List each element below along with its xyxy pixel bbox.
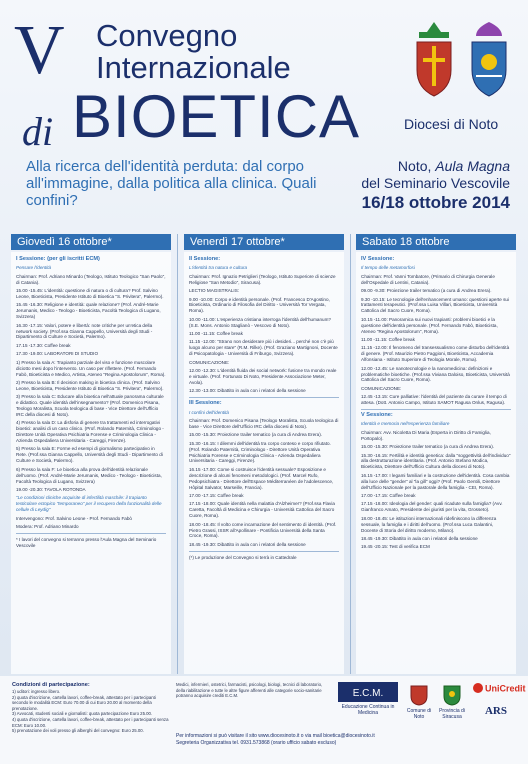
svg-text:E.C.M.: E.C.M. — [352, 688, 384, 699]
program-entry: 1) Presso la sala A: Trapianto parziale del viso e funzione muscolare diciotto mesi dopo l'intervento. Un caso per riflettere. (Prof. Fernando Fabò, Bioeticista e Medico, Artista, Ateneo "Regina Apostolorum", Roma). — [16, 359, 166, 377]
conference-dates: 16/18 ottobre 2014 — [361, 193, 510, 212]
condition-item: 2) quota d'iscrizione, cartella lavori, coffee-break, attestato per i partecipanti secondo le modalità ECM: Euro 70.00 di cui Euro 20.00 al momento della prenotazione. — [12, 694, 156, 711]
program-entry: LECTIO MAGISTRALIS: — [189, 288, 240, 294]
comune-noto-logo: Comune di Noto — [404, 684, 434, 720]
title-convegno: Convegno — [96, 18, 238, 53]
comune-noto-crest-icon — [410, 684, 428, 706]
condition-item: 4) quota d'iscrizione, cartella lavori, coffee-break, attestato per i partecipanti senza ECM: Euro 10.00. — [12, 716, 169, 728]
venue-line1: Noto, Aula Magna — [397, 158, 510, 174]
program-entry: 15.45 -16.30: Religione e identità: quale relazione? (Prof. André-Marie Jerumanis, Medico - Teologo - Bioeticista, Facoltà Teologica di Lugano, Svizzera) — [16, 302, 161, 320]
condition-item: 3) Avvocati, studenti sociali e giornalisti: quota partecipazione Euro 25.00. — [12, 711, 153, 717]
program-entry: COMUNICAZIONE: — [361, 385, 402, 391]
session-title: I Sessione: (per gli iscritti ECM) — [16, 256, 100, 262]
info-secretariat: Segreteria Organizzativa tel. 0931.573868 (orario ufficio sabato escluso) — [176, 740, 337, 746]
program-entry: COMUNICAZIONE: — [189, 359, 230, 365]
ars-logo-icon — [481, 702, 511, 718]
program-entry: Intervengono: Prof. Salvino Leone - Prof. Fernando Fabò — [16, 515, 132, 521]
program-entry: (*) Le produzione del Convegno si terrà in Cattedrale — [189, 554, 297, 560]
conditions-title: Condizioni di partecipazione: — [12, 682, 90, 688]
program-entry: 17.30 -19.00: LABORATORI DI STUDIO — [16, 351, 99, 357]
provincia-siracusa-logo: Provincia di Siracusa — [436, 684, 468, 720]
title-bioetica: BIOETICA — [72, 83, 361, 150]
title-di: di — [22, 109, 54, 154]
program-entry: 17.15 -18.00: Ideologia del gender: quali ricadute sulla famiglia? (Avv. Gianfranco Amato, Presidente dei giuristi per la vita, Grosseto). — [361, 501, 503, 513]
program-entry: 3) Presso la sala C: Educare alla bioetica nell'attuale panorama culturale e didattico. Quale identità dell'insegnamento? (Prof. Domenico Pisana, Teologo Moralista, Scuola teologica di base - Vice Direttore dell'Ufficio IRC della diocesi di Noto). — [16, 394, 164, 417]
program-entry: 15.00 -15.45: L'identità: questione di natura o di cultura? Prof. Salvino Leone, Bioeticista, Presidente Istituto di Bioetica "S. Privitera", Palermo). — [16, 288, 164, 300]
program-entry: 15.00 -15.30: Proiezione trailer tematico (a cura di Andrea Erera). — [361, 444, 495, 450]
svg-text:UniCredit: UniCredit — [485, 683, 526, 694]
session-title: IV Sessione: — [361, 256, 395, 262]
program-entry: 16.30 -17.15: Valori, potere e libertà: note critiche per un'etica della network society. (Prof.ssa Gianna Cappello, Università degli Studi - Dipartimento di Culture e Società, Palermo). — [16, 322, 153, 340]
unicredit-logo-icon — [472, 682, 526, 694]
program-entry: 15.00 -15.30: Proiezione trailer tematico (a cura di Andrea Erera). — [189, 432, 323, 438]
program-entry: 12.45 -13.15: Cure palliative: l'identità del paziente da curare il tempo di attesa. (Dott. Antonio Campo, Istituto SAMOT Ragusa Onlus, Ragusa). — [361, 394, 507, 406]
session-theme: "Le condizioni cliniche acquisite di infertilità maschile: il trapianto testicolare ectopico "temporaneo" per il recupero della funzionalità delle cellule di Leydig" — [16, 495, 162, 513]
program-entry: 18.00 -18.45: Le istituzioni internazionali ridefiniscono la differenza sessuale, la famiglia e i diritti dell'uomo. (Prof.ssa Luca Galantini, Docente di Storia del diritto moderno, Milano). — [361, 515, 497, 533]
day-program — [356, 252, 516, 674]
program-entry: 10.15 -11.00: Panoramica sui nuovi trapianti: problemi bioetici e la questione dell'identità personale. (Prof. Fernando Fabò, Bioeticista, Ateneo "Regina Apostolorum", Roma). — [361, 316, 498, 334]
program-entry: 17.15 -17.30: Coffee break — [16, 342, 71, 348]
program-entry: 6) Presso la sala F: Le bioetica alla prova dell'identità relazionale dell'uomo. (Prof. André-Marie Jerumanis, Medico - Teologo - Bioeticista, Facoltà Teologica di Lugano, Svizzera) — [16, 466, 162, 484]
program-entry: 17.00 -17.15: Coffee break — [361, 493, 416, 498]
condition-item: 5) prenotazione dei voli presso gli alberghi del convegno: Euro 25.00. — [12, 728, 144, 734]
program-entry: Modera: Prof. Adriano Minardo — [16, 523, 79, 529]
program-entry: 11.15 -12.00: "Strano non desiderare più i desideri... perché non c'è più luogo alcuno per stare" (R.M. Rilke). (Prof. Graziano Martignoni, Docente di Psicopatologia - Università di Friburgo, Svizzera). — [189, 339, 338, 357]
session-theme: L'identità tra natura e cultura — [189, 265, 248, 271]
day-program — [184, 252, 344, 674]
day-program — [11, 252, 171, 674]
program-entry: 11.00 -11.15: Coffee break — [189, 331, 243, 337]
program-entry: 11.00 -11.15: Coffee break — [361, 336, 415, 342]
program-entry: 18.45 -19.30: Dibattito in aula con i relatori della sessione — [361, 535, 478, 541]
condition-item: 1) uditori: ingresso libero. — [12, 689, 61, 694]
program-entry: 16.15 -17.00: I legami familiari e la costruzione dell'identità. Cosa cambia alla luce delle "gender" al "la gill" oggi? (Prof. Paolo Gentili, Direttore dell'Ufficio Nazionale per la pastorale della famiglia - CEI, Roma). — [361, 472, 510, 490]
program-entry: 10.00 -11.00: L'esperienza cristiana interroga l'identità dell'humanum? (S.E. Mons. Antonio Staglianò - Vescovo di Noto). — [189, 316, 331, 328]
session-theme: I confini dell'identità — [189, 409, 229, 415]
program-entry: 17.00 -17.15: Coffee break — [189, 493, 244, 498]
day-header: Venerdì 17 ottobre* — [184, 234, 344, 250]
program-entry: 12.00 -12.45: Le nanotecnologie e la nanomedicina: definizioni e problematiche bioetiche. (Prof.ssa Viviana Daloiso, Bioeticista, Università Cattolica del Sacro Cuore, Roma). — [361, 365, 510, 383]
program-entry: Chairman: Prof. Adriano Minardo (Teologo, Istituto Teologico "San Paolo", di Catania). — [16, 273, 166, 285]
program-entry: 9.30 -10.15: Le tecnologie dell'enhancement umano: questioni aperte sui trattamenti terapeutici. (Prof.ssa Luisa Villari, Bioeticista, Università Cattolica del Sacro Cuore, Roma). — [361, 296, 509, 314]
program-entry: 9.00 -10.00: Corpo e identità personale. (Prof. Francesco D'Agostino, Bioeticista, Ordinario di Filosofia del Diritto - Università Tor Vergata, Roma). — [189, 296, 330, 314]
ecm-logo-icon — [338, 682, 398, 702]
day-header: Sabato 18 ottobre — [356, 234, 516, 250]
program-entry: 16.15 -17.00: Come si costruisce l'identità sessuale? Esposizione e descrizione di alcuni fenomeni metodologici. (Prof. Marcel Rufo, Pedopsichiatra - Direttore dell'Espace Méditerranéen de l'adolescence, Hôpital Salvator, Marseille, Francia). — [189, 466, 334, 490]
program-entry: 19.45 -20.15: Test di verifica ECM — [361, 544, 430, 550]
program-entry: Chairman: Avv. Nicoletta Di Maria (Esperta in Diritto di Famiglia, Portopalo). — [361, 429, 491, 441]
ecm-logo: E.C.M. Educazione Continua in Medicina — [336, 682, 400, 716]
program-entry: 12.30 -13.00: Dibattito in aula con i relatori della sessione — [189, 388, 306, 394]
column-divider — [350, 234, 351, 674]
organizer-diocesi: Diocesi di Noto — [404, 116, 499, 132]
day-column-thursday — [11, 234, 171, 674]
session-theme: Il tempo delle metamorfosi — [361, 265, 415, 271]
contact-info — [176, 733, 426, 747]
poster-footer — [0, 676, 528, 764]
day-column-saturday — [356, 234, 516, 674]
session-title: II Sessione: — [189, 256, 221, 262]
program-entry: Chairman: Prof. Ignazio Petriglieri (Teologo, Istituto Superiore di scienze Religiose "San Metodio", Siracusa). — [189, 273, 336, 285]
edition-numeral: V — [14, 12, 65, 89]
program-entry: 4) Presso la sala D: La disforia di genere tra trattamenti ed interrogativi bioetici: analisi di un caso clinico. (Prof. Rolando Paternità, Criminologo - Direttore Unità Operativa Psichiatria Forense e Criminologia Clinica - Azienda Ospedaliera Universitaria - Careggi, Firenze). — [16, 420, 164, 444]
session-theme: Identità e memoria nell'esperienza familiare — [361, 421, 450, 427]
session-title: V Sessione: — [361, 412, 393, 419]
section-divider — [361, 409, 511, 410]
day-column-friday — [184, 234, 344, 674]
title-internazionale: Internazionale — [96, 50, 291, 85]
conditions-list — [12, 689, 172, 734]
diocese-coat-of-arms-icon — [468, 20, 510, 102]
ars-logo — [478, 702, 514, 720]
program-entry: 15.30 -16.15: Fertilità e identità genetica: dalla "soggettività dell'individuo" alla destrutturazione identitaria. (Prof. Antonio Stefano Modica, Bioeticista, Direttore dell'Ufficio Cultura della diocesi di Noto). — [361, 452, 511, 470]
program-entry: 18.00 -18.45: Il volto come incarnazione del sentimento di identità. (Prof. Pietro Grassi, ISSR all'Apollinare - Pontificia Università della Santa Croce, Roma). — [189, 521, 337, 539]
section-divider — [189, 397, 339, 398]
poster-header — [0, 0, 528, 230]
program-entry: Chairman: Prof. Domenico Pisana (Teologo Moralista, Scuola teologica di base - Vice Direttore dell'Ufficio IRC della diocesi di Noto). — [189, 418, 339, 429]
program-entry: 18.45 -19.30: Dibattito in aula con i relatori della sessione — [189, 541, 306, 547]
program-entry: 19.00 -20.30: TAVOLA ROTONDA — [16, 486, 86, 492]
ecm-notice: Medici, infermieri, ostetrici, farmacisti, psicologi, biologi, tecnici di laboratorio, della riabilitazione e tutte le altre figure afferenti alle categorie socio-sanitarie potranno acquisire crediti E.C.M. — [176, 682, 323, 699]
session-title: III Sessione: — [189, 400, 222, 407]
info-website-email[interactable]: Per informazioni si può visitare il sito www.diocesinoto.it o via mail bioetica@diocesinoto.it — [176, 733, 375, 739]
program-entry: 17.15 -18.00: Quale identità nella malattia d'Alzheimer? (Prof.ssa Flavia Caretta, Facoltà di Medicina e Chirurgia - Università Cattolica del Sacro Cuore, Roma). — [189, 501, 335, 519]
session-theme: Pensare l'identità — [16, 265, 52, 271]
program-entry: * I lavori del convegno si terranno presso l'Aula Magna del Seminario Vescovile — [16, 536, 157, 548]
day-header: Giovedì 16 ottobre* — [11, 234, 171, 250]
venue-line2: del Seminario Vescovile — [361, 175, 510, 191]
section-divider — [189, 551, 339, 552]
column-divider — [177, 234, 178, 674]
svg-text:ARS: ARS — [484, 705, 508, 717]
program-entry: 15.30 -16.15: I dilemmi dell'identità tra corpo conteso e corpo rifiutato. (Prof. Rolando Paternità, Criminologo - Direttore Unità Operativa Psichiatria Forense e Criminologia Clinica - Azienda Ospedaliera Universitaria - Careggi, Firenze). — [189, 440, 331, 464]
program-entry: 2) Presso la sala B: Il decision making in bioetica clinica. (Prof. Salvino Leone, Bioeticista, Presidente Istituto di Bioetica "S. Privitera", Palermo). — [16, 379, 164, 391]
program-entry: Chairman: Prof. Vanni Tombatore, (Primario di Chirurgia Generale dell'Ospedale di Lentini, Catania). — [361, 273, 495, 285]
program-entry: 11.15 -12.00: Il fenomeno del transessualismo come disturbo dell'identità di genere. (Prof. Maurizio Pietro Faggioni, Bioeticista, Accademia Alfonsiana - Istituto Superiore di Teologia Morale, Roma). — [361, 345, 510, 363]
conference-subtitle: Alla ricerca dell'identità perduta: dal corpo all'immagine, dalla politica alla clinica. Quali confini? — [26, 158, 317, 209]
bishop-coat-of-arms-icon — [413, 20, 455, 102]
unicredit-logo — [470, 682, 526, 696]
program-entry: 09.00 -9.30: Proiezione trailer tematico (a cura di Andrea Erera). — [361, 288, 492, 294]
provincia-siracusa-crest-icon — [443, 684, 461, 706]
program-entry: 12.00 -12.30: L'identità fluida dei social network: fusione tra mondo reale e virtuale. (Prof. Fortunato Di Noto, Presidente Associazione Meter, Avola). — [189, 368, 337, 385]
section-divider — [16, 533, 166, 534]
program-entry: 5) Presso la sala E: Forme ed esempi di giornalismo partecipativo in Rete. (Prof.ssa Gianna Cappello, Università degli Studi - Dipartimento di Culture e Società, Palermo). — [16, 446, 163, 464]
